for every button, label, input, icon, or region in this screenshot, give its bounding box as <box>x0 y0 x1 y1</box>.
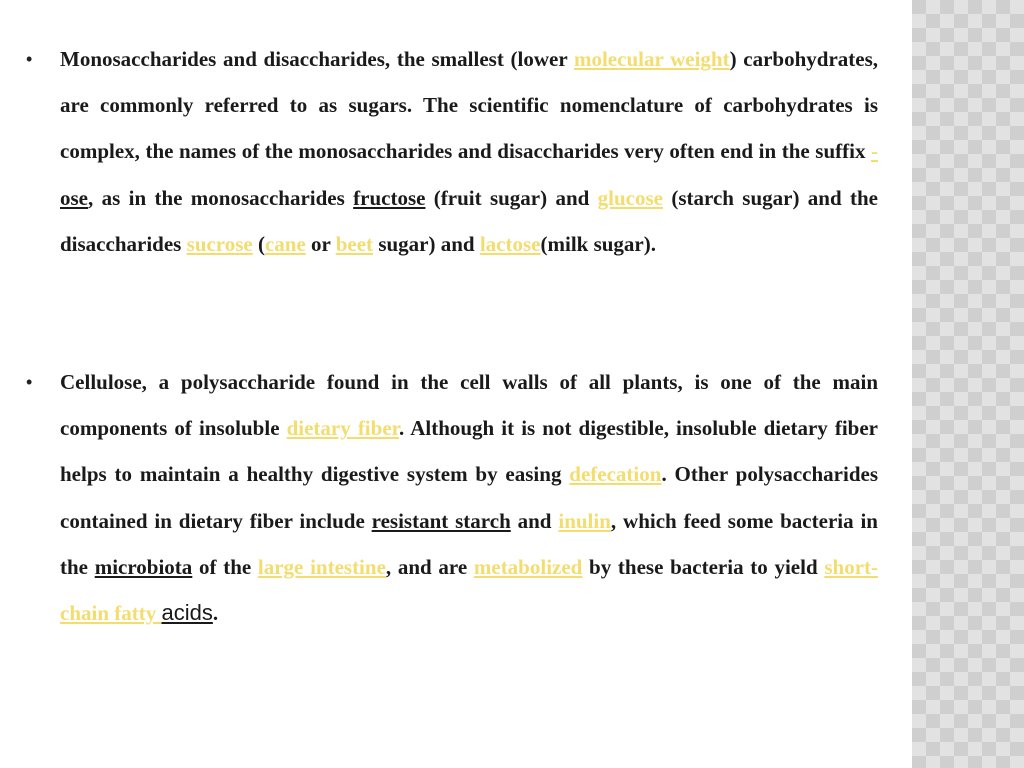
link-glucose[interactable]: glucose <box>597 185 663 210</box>
link-defecation[interactable]: defecation <box>569 462 662 487</box>
text-run: ) carbohydrates, are commonly referred to as sugars. The scientific nomenclature of carbohydrates is complex, the names of the monosaccharides and disaccharides very often end in the suffix <box>60 47 878 164</box>
bullet-paragraph-cellulose <box>26 359 878 636</box>
bullet-marker: • <box>26 372 33 392</box>
link-metabolized[interactable]: metabolized <box>473 554 583 579</box>
bullet-paragraph-sugars <box>26 36 878 267</box>
link-cane[interactable]: cane <box>264 231 306 256</box>
link-fructose[interactable]: fructose <box>353 185 426 210</box>
text-run: . Although it is not digestible, insoluble dietary fiber helps to maintain a healthy digestive system by easing <box>60 416 878 487</box>
text-run: . Other polysaccharides contained in dietary fiber include <box>60 462 878 533</box>
text-run: ( <box>252 231 265 256</box>
link-resistant-starch[interactable]: resistant starch <box>371 508 511 533</box>
link-short-chain-fatty[interactable]: short-chain fatty <box>60 554 879 626</box>
text-run: , as in the monosaccharides <box>88 185 354 210</box>
link-lactose[interactable]: lactose <box>479 231 541 256</box>
text-run: by these bacteria to yield <box>582 554 825 579</box>
text-run: sugar) and <box>373 231 480 256</box>
text-run: , which feed some bacteria in the <box>60 508 878 579</box>
link-inulin[interactable]: inulin <box>558 508 611 533</box>
text-run: and <box>510 508 559 533</box>
paragraph-text <box>60 359 878 636</box>
text-run: (milk sugar). <box>540 231 656 256</box>
text-run: (fruit sugar) and <box>425 185 598 210</box>
text-run: , and are <box>385 554 474 579</box>
bullet-marker: • <box>26 49 33 69</box>
text-run: or <box>305 231 336 256</box>
text-run: Cellulose, a polysaccharide found in the cell walls of all plants, is one of the main components of insoluble <box>60 370 878 441</box>
link-molecular-weight[interactable]: molecular weight <box>573 47 730 71</box>
text-run: of the <box>192 554 258 579</box>
text-run: . <box>212 601 219 626</box>
link-sucrose[interactable]: sucrose <box>186 231 253 256</box>
link-ose[interactable]: ose <box>60 185 88 210</box>
paragraph-text <box>60 36 878 267</box>
text-run: Monosaccharides and disaccharides, the smallest (lower <box>60 47 574 71</box>
decorative-side-pattern <box>912 0 1024 768</box>
link-beet[interactable]: beet <box>335 231 374 256</box>
link-dietary-fiber[interactable]: dietary fiber <box>286 416 400 441</box>
link-microbiota[interactable]: microbiota <box>94 554 193 579</box>
link-large-intestine[interactable]: large intestine <box>257 554 386 579</box>
text-run: (starch sugar) and the disaccharides <box>60 185 878 256</box>
link-acids[interactable]: acids <box>161 600 213 626</box>
link-hyphen[interactable]: - <box>871 139 878 164</box>
